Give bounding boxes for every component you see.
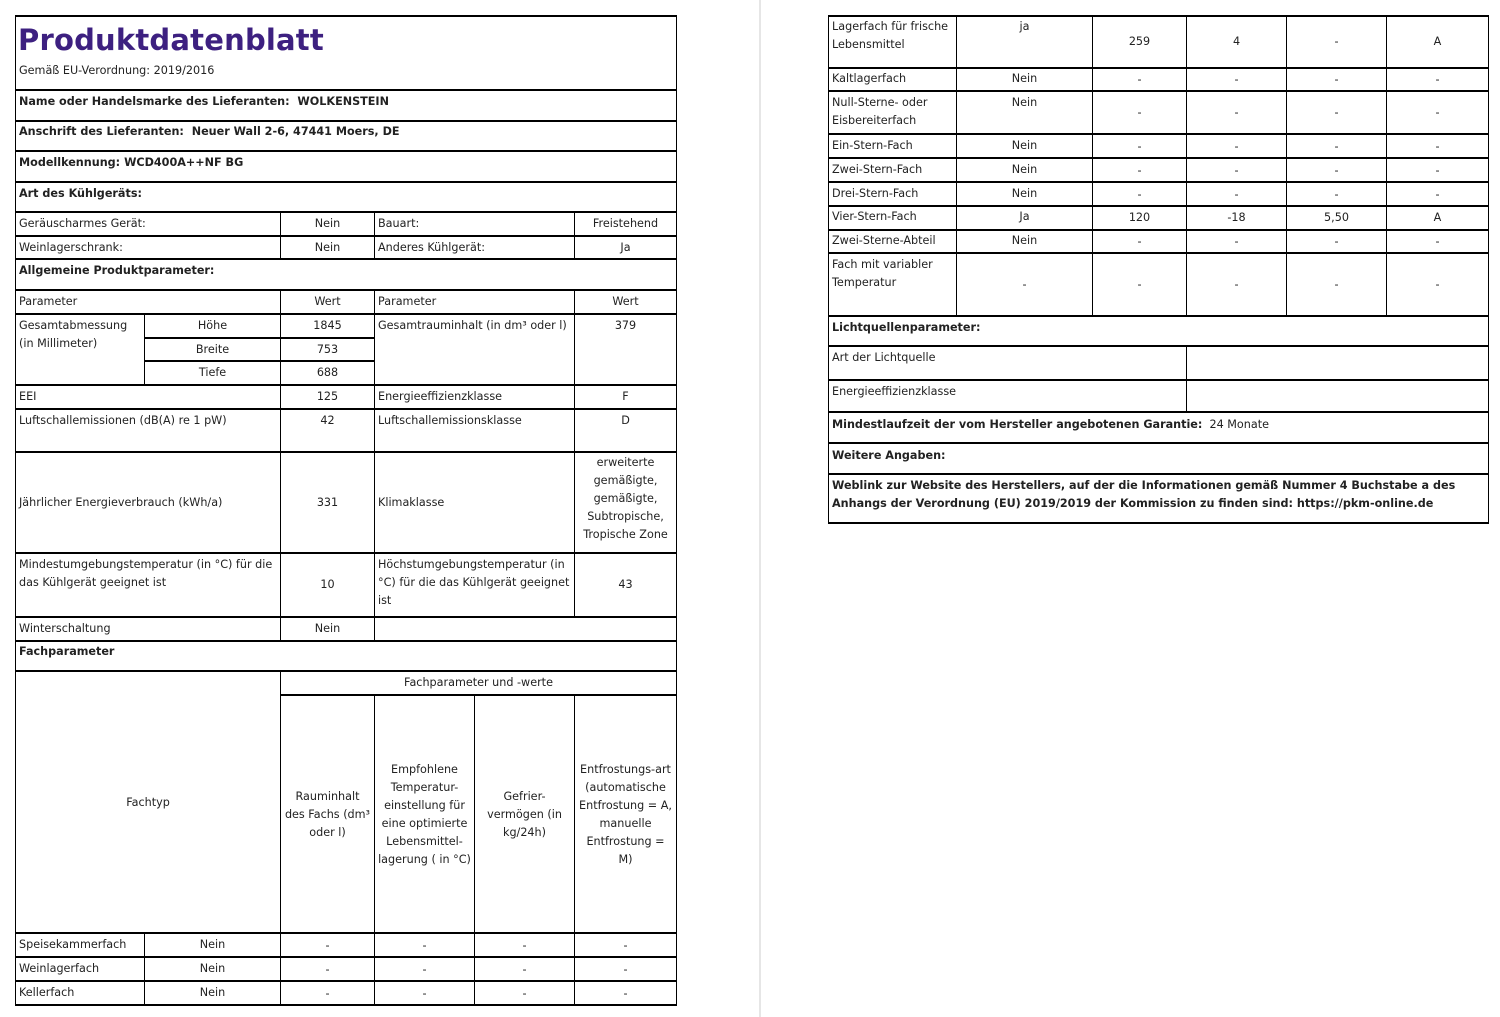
- compartment-name: Kellerfach: [19, 986, 75, 999]
- noise-class-label: Luftschallemissionsklasse: [378, 414, 522, 427]
- compartment-present: Nein: [199, 938, 226, 951]
- value-col-header-1: Wert: [314, 295, 341, 308]
- warranty-value: 24 Monate: [1209, 418, 1269, 431]
- address-row: [16, 122, 676, 150]
- compartment-volume: 259: [1128, 35, 1151, 48]
- compartment-present: Nein: [1011, 187, 1038, 200]
- annual-energy-label: Jährlicher Energieverbrauch (kWh/a): [19, 496, 223, 509]
- compartment-defrost: A: [1433, 211, 1442, 224]
- other-appliance-label: Anderes Kühlgerät:: [378, 241, 486, 254]
- compartment-volume: -: [325, 939, 330, 952]
- energy-class-value: F: [622, 390, 629, 403]
- supplier-label: Name oder Handelsmarke des Lieferanten:: [19, 95, 290, 108]
- compartment-name: Speisekammerfach: [19, 938, 127, 951]
- energy-class-label: Energieeffizienzklasse: [378, 390, 503, 403]
- param-col-header-1: Parameter: [19, 295, 78, 308]
- noise-class-value: D: [621, 414, 630, 427]
- compartment-temp: -: [1234, 106, 1239, 119]
- compartment-temp: -: [422, 963, 427, 976]
- compartment-volume: -: [1137, 139, 1142, 153]
- min-temp-label: Mindestumgebungstemperatur (in °C) für die das Kühlgerät geeignet ist: [19, 558, 273, 589]
- compartment-volume: -: [1137, 106, 1142, 119]
- compartment-defrost: -: [1435, 106, 1440, 119]
- compartment-name: Fach mit variabler Temperatur: [832, 258, 933, 289]
- compartment-temp: -: [1234, 72, 1239, 86]
- low-noise-label: Geräuscharmes Gerät:: [19, 217, 146, 230]
- wine-cabinet-value: Nein: [314, 241, 341, 254]
- width-label: Breite: [195, 343, 230, 356]
- fachtyp-header: Fachtyp: [126, 796, 170, 809]
- compartment-name: Drei-Stern-Fach: [832, 187, 919, 200]
- compartment-name: Zwei-Stern-Fach: [832, 163, 923, 176]
- compartment-freeze: -: [1334, 35, 1339, 48]
- model-row: [16, 153, 676, 181]
- model-value: WCD400A++NF BG: [124, 156, 244, 169]
- winter-value: Nein: [314, 622, 341, 635]
- min-temp-value: 10: [320, 578, 335, 591]
- compartment-name: Vier-Stern-Fach: [832, 210, 917, 223]
- max-temp-value: 43: [618, 578, 633, 591]
- compartment-present: Nein: [199, 986, 226, 999]
- depth-value: 688: [316, 366, 339, 379]
- compartment-temp: -: [422, 939, 427, 952]
- light-heading: Lichtquellenparameter:: [832, 321, 981, 334]
- compartment-volume: -: [1137, 72, 1142, 86]
- compartment-defrost: -: [1435, 72, 1440, 86]
- value-col-header-2: Wert: [612, 295, 639, 308]
- compartment-freeze: -: [1334, 106, 1339, 119]
- compartment-temp: -: [1234, 163, 1239, 177]
- compartment-temp: -: [1234, 234, 1239, 248]
- compartment-defrost: -: [1435, 187, 1440, 201]
- supplier-row: [16, 92, 676, 120]
- weblink-text: Weblink zur Website des Herstellers, auf der die Informationen gemäß Nummer 4 Buchstabe a des Anhangs der Verordnung (EU) 2019/2019 der Kommission zu finden sind: https://pkm-online.de: [832, 479, 1456, 510]
- compartment-present: Nein: [1011, 72, 1038, 85]
- regulation-text: Gemäß EU-Verordnung: 2019/2016: [19, 64, 215, 77]
- document-title: Produktdatenblatt: [18, 23, 324, 57]
- compartment-name: Zwei-Sterne-Abteil: [832, 234, 936, 247]
- compartment-freeze: -: [522, 939, 527, 952]
- compartment-volume: -: [1137, 278, 1142, 291]
- param-col-header-2: Parameter: [378, 295, 437, 308]
- compartment-present: Ja: [1019, 210, 1030, 223]
- climate-value: erweiterte gemäßigte, gemäßigte, Subtropische, Tropische Zone: [583, 456, 668, 541]
- compartment-temp: -: [1234, 139, 1239, 153]
- type-heading: Art des Kühlgeräts:: [19, 187, 142, 200]
- compartment-temp: -: [422, 987, 427, 1000]
- compartment-name: Lagerfach für frische Lebensmittel: [832, 20, 949, 51]
- height-label: Höhe: [197, 319, 228, 332]
- compartment-present: Nein: [1011, 163, 1038, 176]
- light-class-label: Energieeffizienzklasse: [832, 385, 957, 398]
- compartment-name: Weinlagerfach: [19, 962, 100, 975]
- noise-label: Luftschallemissionen (dB(A) re 1 pW): [19, 414, 227, 427]
- compartment-freeze: -: [1334, 278, 1339, 291]
- eei-value: 125: [316, 390, 339, 403]
- height-value: 1845: [313, 319, 342, 332]
- compartment-name: Ein-Stern-Fach: [832, 139, 913, 152]
- low-noise-value: Nein: [314, 217, 341, 230]
- compartment-defrost: -: [623, 963, 628, 976]
- winter-label: Winterschaltung: [19, 622, 111, 635]
- climate-label: Klimaklasse: [378, 496, 445, 509]
- compartment-name: Kaltlagerfach: [832, 72, 907, 85]
- max-temp-label: Höchstumgebungstemperatur (in °C) für die das Kühlgerät geeignet ist: [378, 558, 570, 607]
- compartment-present: Nein: [199, 962, 226, 975]
- compartment-freeze: -: [522, 963, 527, 976]
- address-label: Anschrift des Lieferanten:: [19, 125, 184, 138]
- design-label: Bauart:: [378, 217, 420, 230]
- compartment-defrost: -: [1435, 234, 1440, 248]
- compartment-present: Nein: [1011, 234, 1038, 247]
- fach-sub-heading: Fachparameter und -werte: [404, 676, 553, 689]
- compartment-temp: -: [1234, 187, 1239, 201]
- compartment-volume: -: [325, 987, 330, 1000]
- annual-energy-value: 331: [316, 496, 339, 509]
- compartment-present: Nein: [1011, 96, 1038, 109]
- model-label: Modellkennung:: [19, 156, 121, 169]
- compartment-present: -: [1022, 278, 1027, 291]
- design-value: Freistehend: [592, 217, 659, 230]
- volume-value: 379: [614, 319, 637, 332]
- light-class-value: [1187, 382, 1488, 410]
- general-heading: Allgemeine Produktparameter:: [19, 264, 215, 277]
- compartment-temp: 4: [1232, 35, 1241, 48]
- width-value: 753: [316, 343, 339, 356]
- compartment-temp: -18: [1227, 211, 1246, 224]
- compartment-freeze: -: [1334, 163, 1339, 177]
- wine-cabinet-label: Weinlagerschrank:: [19, 241, 123, 254]
- volume-col-header: Rauminhalt des Fachs (dm³ oder l): [284, 790, 371, 839]
- other-appliance-value: Ja: [620, 241, 631, 254]
- further-heading: Weitere Angaben:: [832, 449, 946, 462]
- compartment-volume: -: [1137, 187, 1142, 201]
- volume-label: Gesamtrauminhalt (in dm³ oder l): [378, 319, 567, 332]
- defrost-col-header: Entfrostungs-art (automatische Entfrostung = A, manuelle Entfrostung = M): [579, 763, 672, 866]
- compartment-name: Null-Sterne- oder Eisbereiterfach: [832, 96, 928, 127]
- compartment-temp: -: [1234, 278, 1239, 291]
- freeze-col-header: Gefrier-vermögen (in kg/24h): [487, 790, 562, 839]
- compartment-present: Nein: [1011, 139, 1038, 152]
- compartment-freeze: -: [1334, 234, 1339, 248]
- compartment-freeze: 5,50: [1324, 211, 1349, 224]
- compartment-volume: -: [1137, 234, 1142, 248]
- compartment-defrost: -: [1435, 278, 1440, 291]
- eei-label: EEI: [19, 390, 37, 403]
- supplier-value: WOLKENSTEIN: [297, 95, 389, 108]
- depth-label: Tiefe: [198, 366, 227, 379]
- compartment-volume: -: [325, 963, 330, 976]
- fach-heading: Fachparameter: [19, 645, 115, 658]
- page-divider: [759, 0, 761, 1017]
- warranty-label: Mindestlaufzeit der vom Hersteller angebotenen Garantie:: [832, 418, 1203, 431]
- compartment-present: ja: [1019, 20, 1030, 33]
- address-value: Neuer Wall 2-6, 47441 Moers, DE: [191, 125, 400, 138]
- compartment-freeze: -: [1334, 139, 1339, 153]
- compartment-freeze: -: [1334, 72, 1339, 86]
- dimension-label: Gesamtabmessung (in Millimeter): [19, 319, 128, 350]
- compartment-volume: -: [1137, 163, 1142, 177]
- temp-col-header: Empfohlene Temperatur-einstellung für eine optimierte Lebensmittel-lagerung ( in °C): [378, 763, 471, 866]
- light-type-value: [1187, 348, 1488, 378]
- compartment-freeze: -: [522, 987, 527, 1000]
- compartment-volume: 120: [1128, 211, 1151, 224]
- warranty-row: [829, 415, 1488, 441]
- noise-value: 42: [320, 414, 335, 427]
- compartment-freeze: -: [1334, 187, 1339, 201]
- compartment-defrost: A: [1433, 35, 1442, 48]
- compartment-defrost: -: [1435, 163, 1440, 177]
- compartment-defrost: -: [1435, 139, 1440, 153]
- compartment-defrost: -: [623, 987, 628, 1000]
- light-type-label: Art der Lichtquelle: [832, 351, 936, 364]
- compartment-defrost: -: [623, 939, 628, 952]
